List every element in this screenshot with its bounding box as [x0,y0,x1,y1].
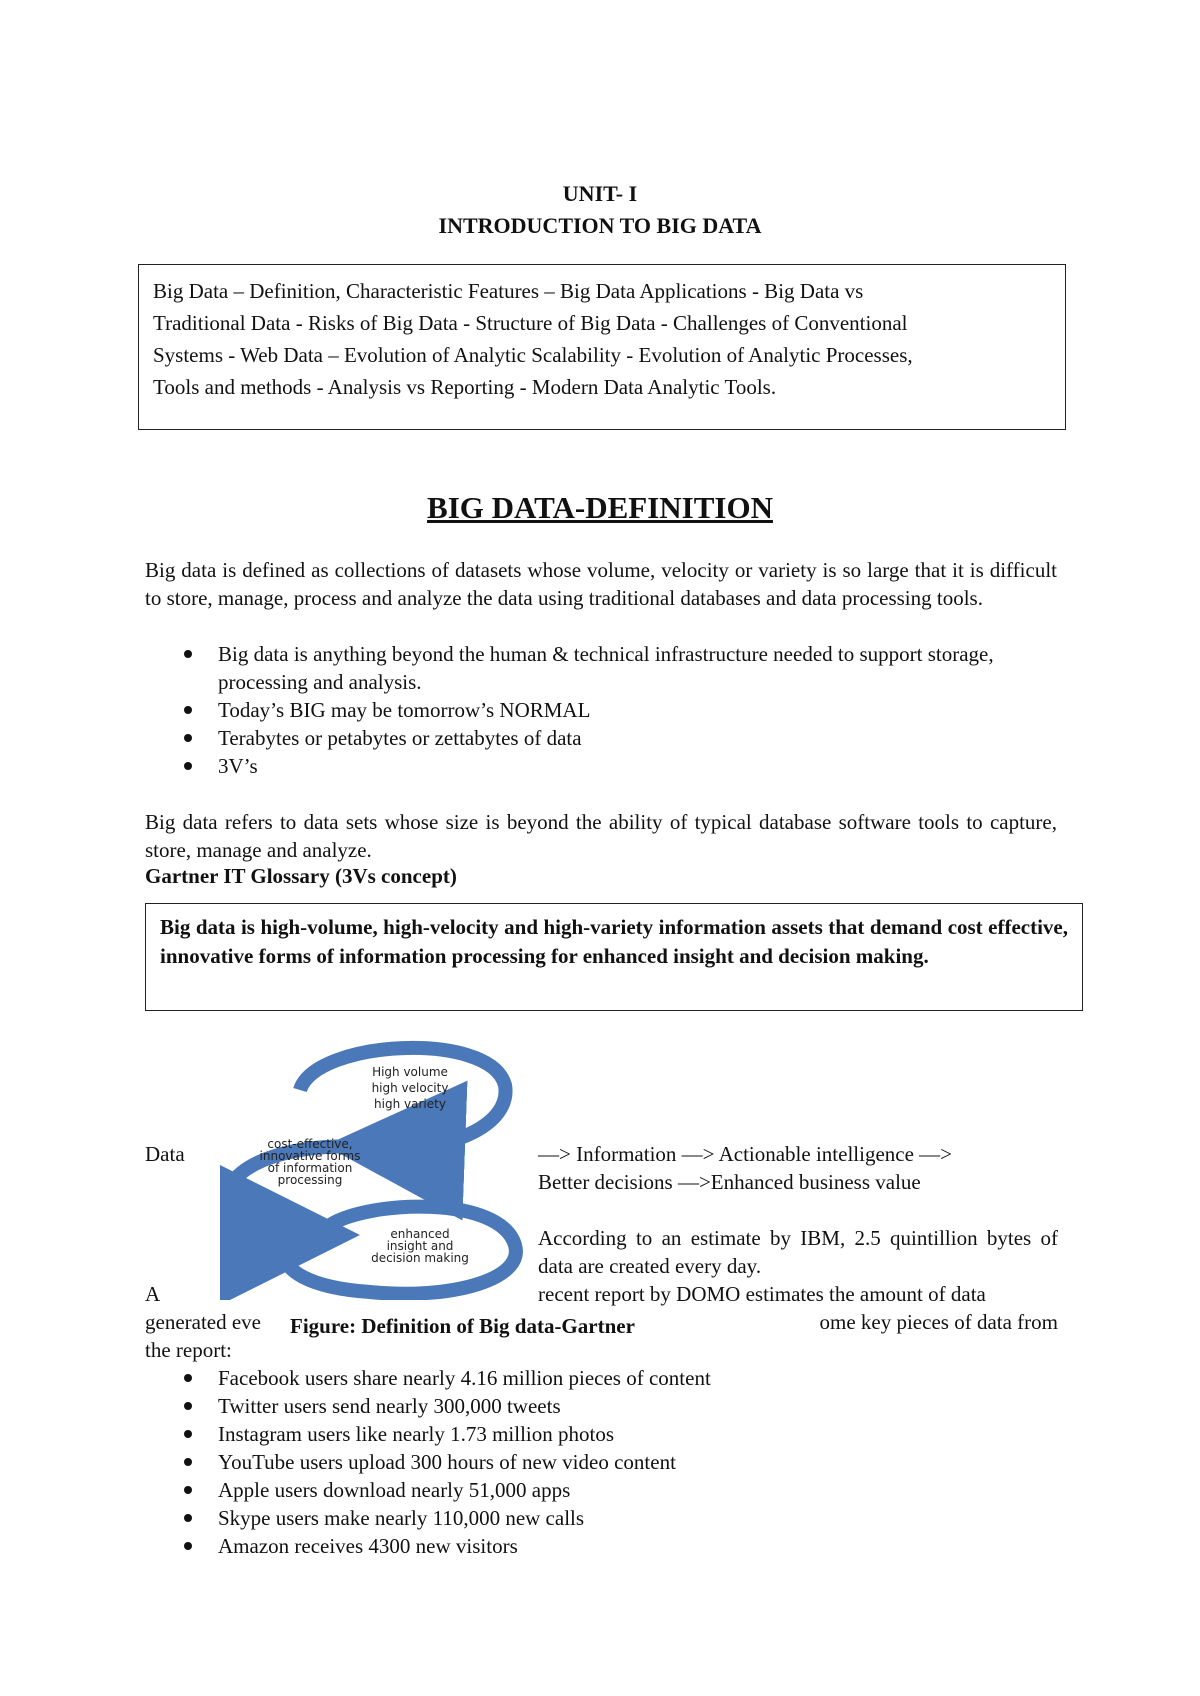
definition-box: Big data is high-volume, high-velocity and high-variety information assets that demand cost effective, innovative forms of information processing for enhanced insight and decision making. [145,903,1083,1011]
list-item: Big data is anything beyond the human & technical infrastructure needed to support storage, processing and analysis. [170,640,1060,696]
flow-line-1: —> Information —> Actionable intelligence —> [538,1142,953,1166]
list-item: Amazon receives 4300 new visitors [170,1532,1060,1560]
intro-paragraph: Big data is defined as collections of datasets whose volume, velocity or variety is so large that it is difficult to store, manage, process and analyze the data using traditional databases and data processing tools. [145,558,1057,610]
syllabus-line: Big Data – Definition, Characteristic Features – Big Data Applications - Big Data vs [153,279,864,303]
flow-line-2: Better decisions —>Enhanced business value [538,1170,921,1194]
cycle-diagram [220,1030,530,1300]
figure-caption: Figure: Definition of Big data-Gartner [290,1314,635,1338]
list-item: Apple users download nearly 51,000 apps [170,1476,1060,1504]
ibm-estimate: According to an estimate by IBM, 2.5 quintillion bytes of data are created every day. [538,1226,1058,1278]
syllabus-line: Tools and methods - Analysis vs Reporting - Modern Data Analytic Tools. [153,375,777,399]
loop3-text: enhanced [390,1227,450,1241]
list-item: Instagram users like nearly 1.73 million photos [170,1420,1060,1448]
unit-title: INTRODUCTION TO BIG DATA [438,213,762,238]
list-item: YouTube users upload 300 hours of new video content [170,1448,1060,1476]
syllabus-box [138,264,1066,430]
loop1-text: high velocity [371,1081,449,1095]
gartner-figure [220,1030,530,1300]
list-item: Twitter users send nearly 300,000 tweets [170,1392,1060,1420]
unit-number: UNIT- I [562,181,638,206]
glossary-title: Gartner IT Glossary (3Vs concept) [145,864,457,888]
section-heading: BIG DATA-DEFINITION [427,490,773,525]
stats-bullet-list [170,1364,1060,1560]
domo-line-1: recent report by DOMO estimates the amount of data [538,1282,986,1306]
domo-line-3: the report: [145,1338,232,1362]
list-item: Today’s BIG may be tomorrow’s NORMAL [170,696,1060,724]
loop2-text: cost-effective, [267,1137,353,1151]
loop2-text: innovative forms [259,1149,361,1163]
domo-line-2-right: ome key pieces of data from [819,1310,1058,1334]
list-item: Terabytes or petabytes or zettabytes of data [170,724,1060,752]
definition-bullet-list [170,640,1060,780]
refers-paragraph: Big data refers to data sets whose size is beyond the ability of typical database software tools to capture, store, manage and analyze. [145,810,1057,862]
loop2-text: processing [277,1173,343,1187]
list-item: Skype users make nearly 110,000 new calls [170,1504,1060,1532]
list-item: Facebook users share nearly 4.16 million pieces of content [170,1364,1060,1392]
syllabus-line: Systems - Web Data – Evolution of Analytic Scalability - Evolution of Analytic Processes, [153,343,913,367]
flow-data-label: Data [145,1142,185,1166]
loop3-text: decision making [371,1251,469,1265]
loop1-text: high variety [374,1097,446,1111]
list-item: 3V’s [170,752,1060,780]
loop3-text: insight and [386,1239,454,1253]
syllabus-line: Traditional Data - Risks of Big Data - Structure of Big Data - Challenges of Conventional [153,311,908,335]
loop2-text: of information [267,1161,353,1175]
domo-line-2-left: generated eve [145,1310,262,1334]
domo-start: A [145,1282,161,1306]
loop1-text: High volume [372,1065,448,1079]
